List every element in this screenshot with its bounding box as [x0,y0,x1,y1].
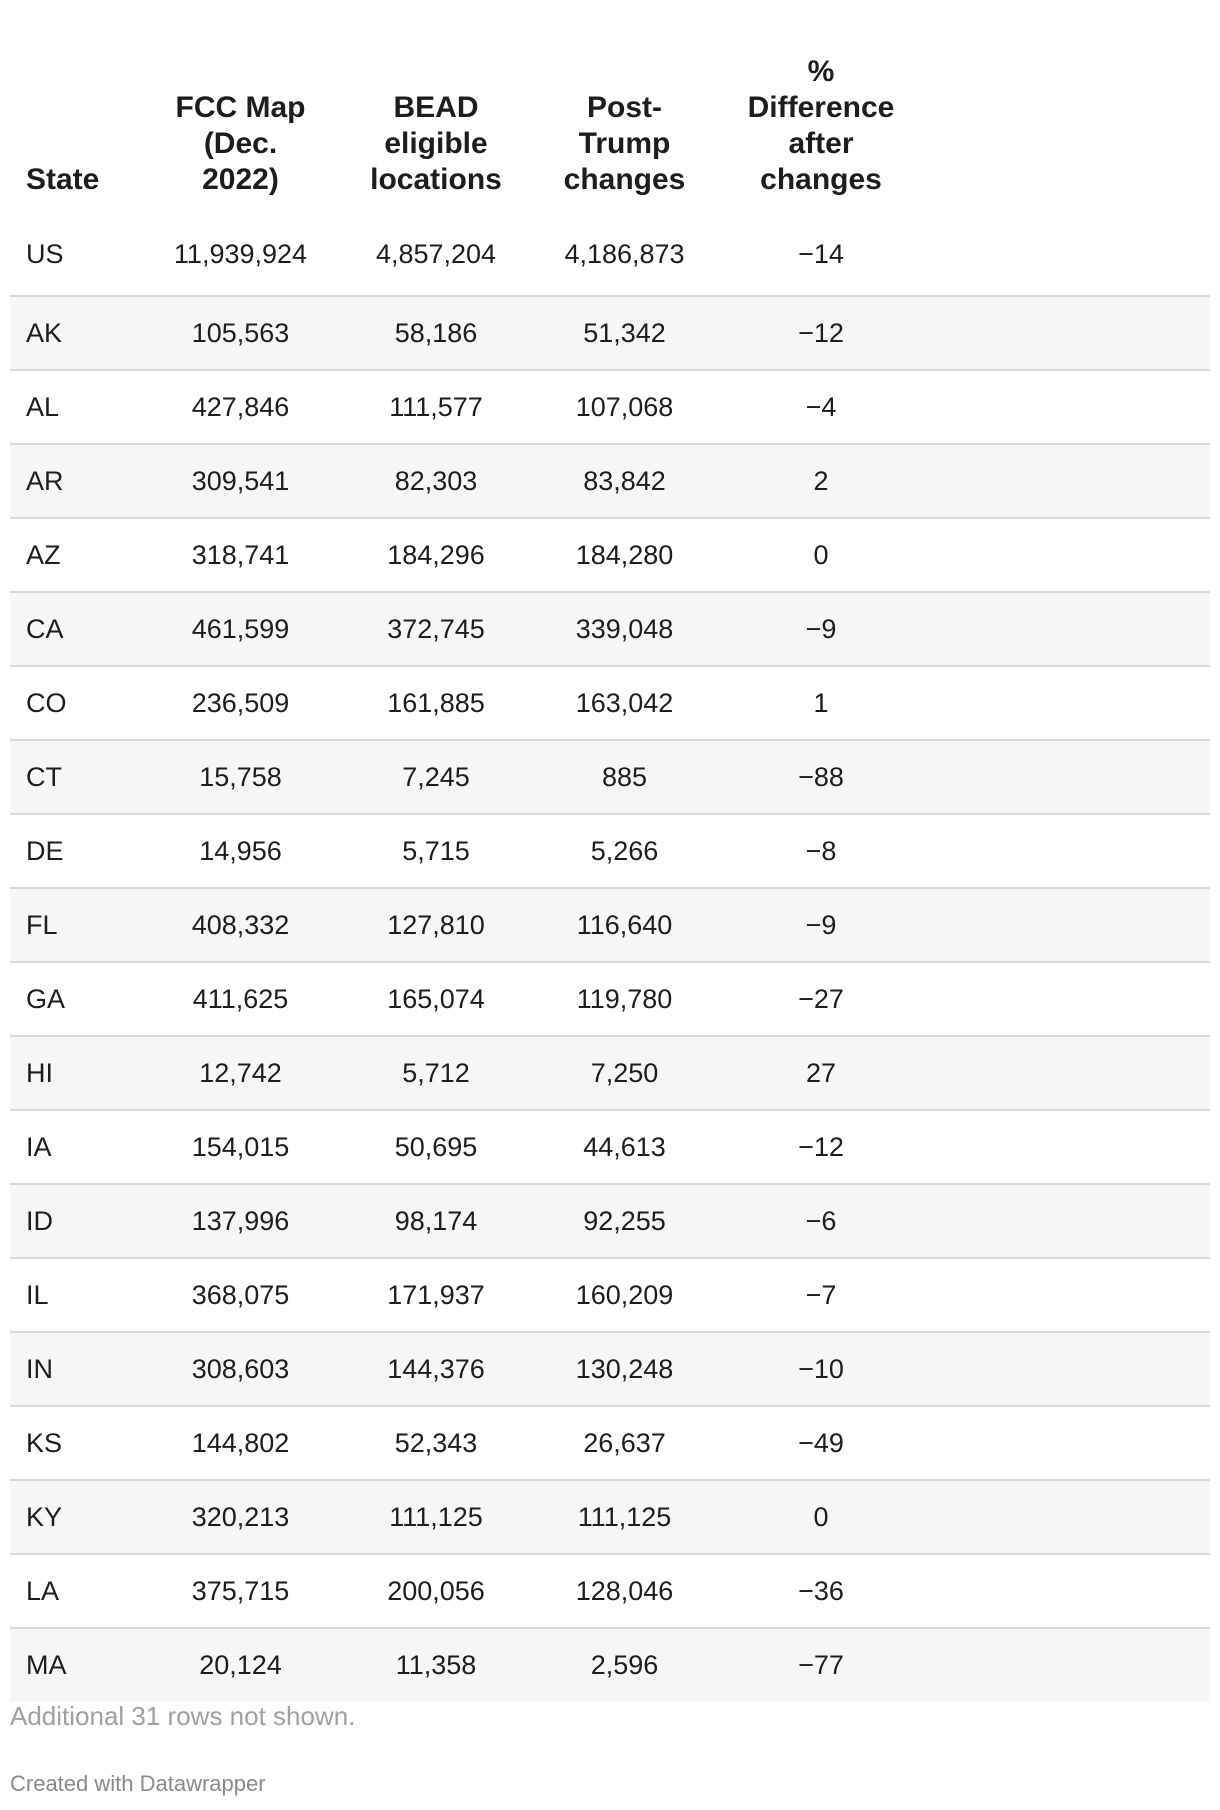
table-row [10,1110,1210,1184]
table-cell-spacer [925,1110,1210,1184]
column-header-line: changes [760,163,882,196]
table-row [10,666,1210,740]
table-cell-state: AZ [10,518,141,592]
column-header-post-trump[interactable] [532,0,717,214]
table-cell-fcc-map: 14,956 [141,814,340,888]
table-cell-bead-eligible: 144,376 [340,1332,532,1406]
column-header-pct-difference[interactable] [717,0,925,214]
table-cell-pct-difference: −9 [717,592,925,666]
table-cell-spacer [925,214,1210,296]
table-row [10,962,1210,1036]
table-cell-bead-eligible: 50,695 [340,1110,532,1184]
table-cell-bead-eligible: 127,810 [340,888,532,962]
table-cell-post-trump: 2,596 [532,1628,717,1702]
table-cell-bead-eligible: 7,245 [340,740,532,814]
table-cell-state: MA [10,1628,141,1702]
table-cell-spacer [925,1036,1210,1110]
table-cell-post-trump: 885 [532,740,717,814]
table-cell-spacer [925,592,1210,666]
table-cell-bead-eligible: 111,125 [340,1480,532,1554]
column-header-line: locations [370,163,502,196]
table-cell-post-trump: 4,186,873 [532,214,717,296]
table-cell-spacer [925,1332,1210,1406]
table-cell-bead-eligible: 5,715 [340,814,532,888]
column-header-spacer [925,0,1210,214]
table-row [10,740,1210,814]
table-cell-state: CO [10,666,141,740]
table-cell-spacer [925,1184,1210,1258]
table-cell-post-trump: 184,280 [532,518,717,592]
table-cell-fcc-map: 368,075 [141,1258,340,1332]
table-cell-pct-difference: −27 [717,962,925,1036]
column-header-line: Difference [747,91,895,124]
table-cell-state: IA [10,1110,141,1184]
column-header-line: % [807,55,835,88]
column-header-fcc-map[interactable] [141,0,340,214]
table-cell-post-trump: 163,042 [532,666,717,740]
table-cell-fcc-map: 318,741 [141,518,340,592]
table-cell-pct-difference: −8 [717,814,925,888]
table-cell-bead-eligible: 82,303 [340,444,532,518]
table-cell-spacer [925,518,1210,592]
table-cell-post-trump: 130,248 [532,1332,717,1406]
table-cell-pct-difference: −9 [717,888,925,962]
table-cell-pct-difference: −49 [717,1406,925,1480]
table-row [10,1480,1210,1554]
table-cell-post-trump: 116,640 [532,888,717,962]
table-row [10,1184,1210,1258]
table-cell-state: ID [10,1184,141,1258]
column-header-line: BEAD [393,91,479,124]
table-body [10,214,1210,1702]
table-cell-fcc-map: 12,742 [141,1036,340,1110]
table-cell-pct-difference: 0 [717,1480,925,1554]
table-cell-post-trump: 107,068 [532,370,717,444]
table-cell-spacer [925,444,1210,518]
table-cell-pct-difference: 27 [717,1036,925,1110]
table-cell-pct-difference: −12 [717,1110,925,1184]
table-row [10,1628,1210,1702]
table-row [10,1036,1210,1110]
table-cell-pct-difference: 0 [717,518,925,592]
table-cell-pct-difference: 2 [717,444,925,518]
table-cell-fcc-map: 309,541 [141,444,340,518]
table-cell-fcc-map: 408,332 [141,888,340,962]
table-cell-spacer [925,1554,1210,1628]
table-cell-pct-difference: −7 [717,1258,925,1332]
table-cell-state: AL [10,370,141,444]
table-cell-state: KY [10,1480,141,1554]
table-cell-state: IN [10,1332,141,1406]
table-cell-bead-eligible: 52,343 [340,1406,532,1480]
column-header-bead-eligible[interactable] [340,0,532,214]
table-cell-state: FL [10,888,141,962]
table-row [10,518,1210,592]
table-cell-state: DE [10,814,141,888]
table-cell-spacer [925,740,1210,814]
table-cell-spacer [925,1406,1210,1480]
table-cell-fcc-map: 427,846 [141,370,340,444]
table-row [10,1554,1210,1628]
table-cell-spacer [925,1258,1210,1332]
column-header-line: State [26,163,100,196]
table-cell-pct-difference: 1 [717,666,925,740]
table-cell-fcc-map: 105,563 [141,296,340,370]
table-cell-fcc-map: 15,758 [141,740,340,814]
column-header-line: Post- [587,91,662,124]
table-cell-bead-eligible: 111,577 [340,370,532,444]
table-cell-state: AK [10,296,141,370]
column-header-line: FCC Map [175,91,306,124]
table-cell-bead-eligible: 184,296 [340,518,532,592]
table-cell-pct-difference: −12 [717,296,925,370]
table-row [10,592,1210,666]
table-cell-spacer [925,888,1210,962]
table-cell-state: KS [10,1406,141,1480]
column-header-line: changes [563,163,686,196]
table-cell-post-trump: 92,255 [532,1184,717,1258]
table-cell-bead-eligible: 98,174 [340,1184,532,1258]
column-header-state[interactable] [10,0,141,214]
table-cell-bead-eligible: 171,937 [340,1258,532,1332]
table-cell-state: IL [10,1258,141,1332]
table-cell-fcc-map: 154,015 [141,1110,340,1184]
table-cell-spacer [925,666,1210,740]
rows-not-shown-note: Additional 31 rows not shown. [10,1701,356,1731]
table-cell-pct-difference: −10 [717,1332,925,1406]
table-cell-pct-difference: −36 [717,1554,925,1628]
table-row [10,888,1210,962]
table-cell-fcc-map: 137,996 [141,1184,340,1258]
table-header-row [10,0,1210,214]
table-cell-spacer [925,1480,1210,1554]
table-row [10,1332,1210,1406]
table-cell-post-trump: 160,209 [532,1258,717,1332]
column-header-line: eligible [384,127,488,160]
table-row [10,1258,1210,1332]
table-cell-fcc-map: 461,599 [141,592,340,666]
table-cell-post-trump: 128,046 [532,1554,717,1628]
table-cell-state: GA [10,962,141,1036]
table-cell-bead-eligible: 165,074 [340,962,532,1036]
table-cell-spacer [925,1628,1210,1702]
table-cell-bead-eligible: 372,745 [340,592,532,666]
table-cell-pct-difference: −88 [717,740,925,814]
column-header-line: (Dec. [203,127,278,160]
table-cell-bead-eligible: 161,885 [340,666,532,740]
table-cell-fcc-map: 236,509 [141,666,340,740]
table-cell-post-trump: 83,842 [532,444,717,518]
column-header-line: 2022) [202,163,279,196]
table-cell-post-trump: 7,250 [532,1036,717,1110]
table-cell-pct-difference: −4 [717,370,925,444]
table-cell-spacer [925,296,1210,370]
datawrapper-credit[interactable]: Created with Datawrapper [10,1771,266,1796]
table-cell-pct-difference: −14 [717,214,925,296]
table-cell-spacer [925,962,1210,1036]
table-row [10,814,1210,888]
table-cell-bead-eligible: 58,186 [340,296,532,370]
table-cell-post-trump: 26,637 [532,1406,717,1480]
column-header-line: after [788,127,854,160]
table-cell-fcc-map: 411,625 [141,962,340,1036]
table-cell-state: AR [10,444,141,518]
table-row [10,444,1210,518]
table-cell-bead-eligible: 4,857,204 [340,214,532,296]
table-cell-bead-eligible: 11,358 [340,1628,532,1702]
data-table-container [10,0,1210,1702]
table-cell-post-trump: 51,342 [532,296,717,370]
table-row [10,296,1210,370]
table-cell-pct-difference: −77 [717,1628,925,1702]
table-cell-fcc-map: 375,715 [141,1554,340,1628]
table-cell-state: HI [10,1036,141,1110]
table-cell-fcc-map: 20,124 [141,1628,340,1702]
table-cell-state: LA [10,1554,141,1628]
column-header-line: Trump [578,127,671,160]
table-cell-spacer [925,370,1210,444]
table-cell-fcc-map: 320,213 [141,1480,340,1554]
table-cell-bead-eligible: 5,712 [340,1036,532,1110]
table-cell-pct-difference: −6 [717,1184,925,1258]
table-cell-spacer [925,814,1210,888]
table-cell-post-trump: 44,613 [532,1110,717,1184]
table-row [10,214,1210,296]
table-row [10,370,1210,444]
table-cell-state: US [10,214,141,296]
table-cell-fcc-map: 308,603 [141,1332,340,1406]
table-cell-bead-eligible: 200,056 [340,1554,532,1628]
table-cell-post-trump: 119,780 [532,962,717,1036]
table-cell-fcc-map: 144,802 [141,1406,340,1480]
table-cell-state: CA [10,592,141,666]
table-cell-post-trump: 339,048 [532,592,717,666]
data-table [10,0,1210,1702]
table-cell-fcc-map: 11,939,924 [141,214,340,296]
table-cell-state: CT [10,740,141,814]
table-cell-post-trump: 5,266 [532,814,717,888]
table-cell-post-trump: 111,125 [532,1480,717,1554]
table-row [10,1406,1210,1480]
